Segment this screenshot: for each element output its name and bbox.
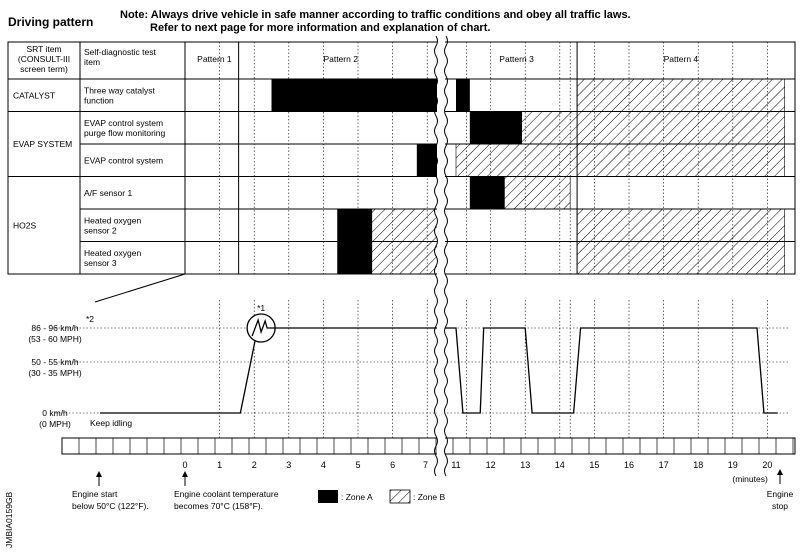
engine-stop-line2: stop xyxy=(771,501,789,511)
axis-tick-label: 16 xyxy=(623,460,635,470)
srt-table xyxy=(8,42,795,274)
idle-label: Keep idling xyxy=(90,418,133,428)
engine-stop-annotation xyxy=(767,469,794,511)
zone-a-swatch xyxy=(318,490,338,503)
page-title: Driving pattern xyxy=(8,15,94,29)
zone-a-bar xyxy=(470,112,522,145)
zone-b-swatch xyxy=(390,490,410,503)
group-label: CATALYST xyxy=(13,90,56,101)
zone-b-bar xyxy=(577,209,785,242)
item-label: Three way catalyst xyxy=(84,85,155,96)
zone-a-bar xyxy=(456,79,470,112)
zone-legend xyxy=(318,490,445,503)
axis-tick-label: 3 xyxy=(286,460,292,470)
item-label: sensor 2 xyxy=(84,225,117,236)
col1-header-line: screen term) xyxy=(20,64,68,74)
axis-tick-label: 14 xyxy=(554,460,565,470)
axis-tick-label: 19 xyxy=(727,460,738,470)
zone-b-bar xyxy=(456,144,785,177)
axis-tick-label: 0 xyxy=(182,460,188,470)
col2-header-line: Self-diagnostic test xyxy=(84,47,156,57)
axis-tick-label: 15 xyxy=(589,460,600,470)
zone-b-label: : Zone B xyxy=(413,492,446,502)
axis-tick-label: 6 xyxy=(390,460,396,470)
speed-label-line2: (30 - 35 MPH) xyxy=(28,368,82,378)
connector-line xyxy=(95,274,185,302)
speed-label-line1: 0 km/h xyxy=(42,408,68,418)
speed-label-line2: (0 MPH) xyxy=(39,419,71,429)
zone-a-bar xyxy=(337,209,372,242)
item-label: sensor 3 xyxy=(84,257,117,268)
axis-tick-label: 18 xyxy=(693,460,704,470)
zone-a-bar xyxy=(272,79,438,112)
group-label: HO2S xyxy=(13,220,37,231)
break-gap xyxy=(437,36,445,510)
zone-b-bar xyxy=(372,242,438,275)
time-axis xyxy=(62,438,795,484)
zone-a-bar xyxy=(337,242,372,275)
item-label: Heated oxygen xyxy=(84,247,142,258)
item-label: A/F sensor 1 xyxy=(84,187,133,198)
axis-tick-label: 4 xyxy=(320,460,326,470)
axis-tick-label: 5 xyxy=(355,460,361,470)
coolant-line2: becomes 70°C (158°F). xyxy=(174,501,264,511)
zone-b-bar xyxy=(372,209,438,242)
zone-b-bar xyxy=(577,242,785,275)
zone-a-label: : Zone A xyxy=(341,492,373,502)
zone-a-bar xyxy=(470,177,505,210)
speed-label-line1: 86 - 96 km/h xyxy=(31,323,79,333)
note-marker-label: *1 xyxy=(257,303,266,313)
col1-header-line: (CONSULT-III xyxy=(17,54,71,64)
speed-note-mark: *2 xyxy=(86,314,95,324)
zone-b-bar xyxy=(522,112,785,145)
item-label: function xyxy=(84,95,114,106)
note-line-2: Refer to next page for more information and explanation of chart. xyxy=(150,22,491,34)
pattern-header: Pattern 4 xyxy=(663,54,699,64)
pattern-header: Pattern 1 xyxy=(197,54,232,64)
engine-start-line2: below 50°C (122°F). xyxy=(72,501,149,511)
axis-tick-label: 20 xyxy=(762,460,773,470)
zone-b-bar xyxy=(504,177,570,210)
engine-stop-line1: Engine xyxy=(766,489,794,499)
group-label: EVAP SYSTEM xyxy=(13,139,73,149)
coolant-line1: Engine coolant temperature xyxy=(174,489,279,499)
speed-label-line2: (53 - 60 MPH) xyxy=(28,334,82,344)
engine-start-line1: Engine start xyxy=(72,489,118,499)
axis-tick-label: 1 xyxy=(217,460,223,470)
engine-start-annotation xyxy=(72,471,149,511)
axis-tick-label: 12 xyxy=(485,460,496,470)
axis-unit-label: (minutes) xyxy=(732,474,768,484)
item-label: Heated oxygen xyxy=(84,215,142,226)
speed-label-line1: 50 - 55 km/h xyxy=(31,357,79,367)
axis-tick-label: 13 xyxy=(520,460,531,470)
item-label: EVAP control system xyxy=(84,155,164,166)
axis-bar xyxy=(62,438,795,454)
item-label: EVAP control system xyxy=(84,117,164,128)
axis-tick-label: 11 xyxy=(451,460,461,470)
pattern-header: Pattern 3 xyxy=(499,54,534,64)
axis-tick-label: 7 xyxy=(422,460,428,470)
item-label: purge flow monitoring xyxy=(84,127,166,138)
note-line-1: Note: Always drive vehicle in safe manner according to traffic conditions and obey all traffic laws. xyxy=(120,9,631,21)
coolant-annotation xyxy=(174,471,279,511)
zone-b-bar xyxy=(577,79,785,112)
col2-header-line: item xyxy=(84,57,101,67)
axis-tick-label: 2 xyxy=(251,460,257,470)
col1-header-line: SRT item xyxy=(26,44,62,54)
speed-chart xyxy=(8,274,790,438)
pattern-header: Pattern 2 xyxy=(323,54,358,64)
axis-tick-label: 17 xyxy=(658,460,669,470)
figure-id: JMBIA0159GB xyxy=(4,491,14,548)
